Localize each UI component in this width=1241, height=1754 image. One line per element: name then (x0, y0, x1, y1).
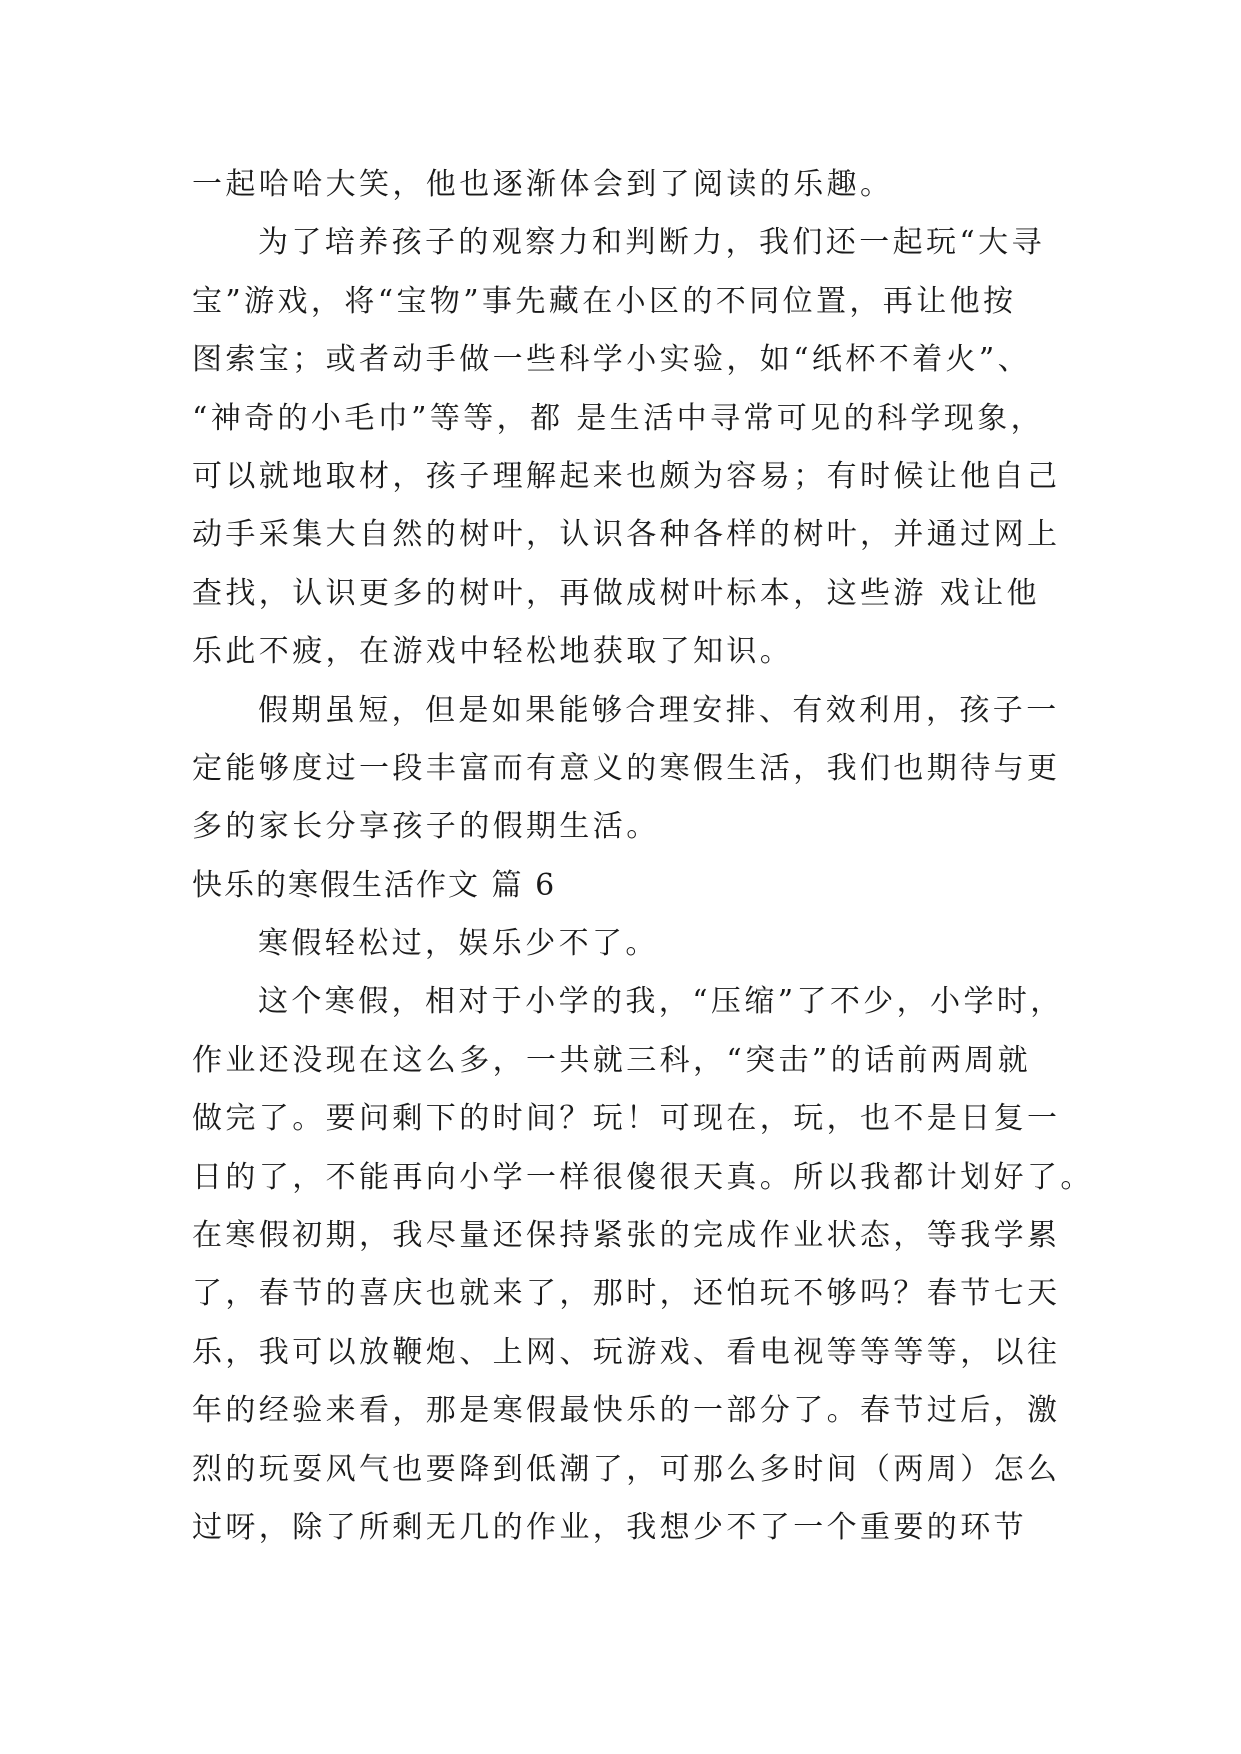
text-line: 宝”游戏，将“宝物”事先藏在小区的不同位置，再让他按 (192, 283, 1017, 319)
text-line: 一起哈哈大笑，他也逐渐体会到了阅读的乐趣。 (192, 167, 894, 202)
text-line: 做完了。要问剩下的时间？玩！可现在，玩，也不是日复一 (192, 1101, 1061, 1137)
text-line: 查找，认识更多的树叶，再做成树叶标本，这些游 戏让他 (192, 575, 1040, 611)
text-line: 为了培养孩子的观察力和判断力，我们还一起玩“大寻 (258, 225, 1045, 261)
text-line: 图索宝；或者动手做一些科学小实验，如“纸杯不着火”、 (192, 342, 1032, 378)
text-line: 定能够度过一段丰富而有意义的寒假生活，我们也期待与更 (192, 750, 1061, 786)
text-line: 在寒假初期，我尽量还保持紧张的完成作业状态，等我学累 (192, 1218, 1061, 1254)
text-line: 烈的玩耍风气也要降到低潮了，可那么多时间（两周）怎么 (192, 1451, 1061, 1487)
text-line: 过呀，除了所剩无几的作业，我想少不了一个重要的环节 (192, 1509, 1027, 1545)
text-line: 年的经验来看，那是寒假最快乐的一部分了。春节过后，激 (192, 1393, 1061, 1429)
text-line: 寒假轻松过，娱乐少不了。 (258, 926, 659, 962)
text-line: 日的了，不能再向小学一样很傻很天真。所以我都计划好了。 (192, 1159, 1094, 1195)
text-line: 动手采集大自然的树叶，认识各种各样的树叶，并通过网上 (192, 517, 1061, 553)
text-line: 乐此不疲，在游戏中轻松地获取了知识。 (192, 634, 794, 670)
text-line: “神奇的小毛巾”等等，都 是生活中寻常可见的科学现象， (192, 400, 1045, 436)
document-body (192, 156, 1094, 1557)
text-line: 这个寒假，相对于小学的我，“压缩”了不少，小学时， (258, 984, 1064, 1020)
text-line: 了，春节的喜庆也就来了，那时，还怕玩不够吗？春节七天 (192, 1276, 1061, 1312)
text-line: 假期虽短，但是如果能够合理安排、有效利用，孩子一 (258, 692, 1060, 728)
text-line: 多的家长分享孩子的假期生活。 (192, 809, 660, 845)
text-line: 可以就地取材，孩子理解起来也颇为容易；有时候让他自己 (192, 458, 1061, 494)
text-line: 作业还没现在这么多，一共就三科，“突击”的话前两周就 (192, 1042, 1032, 1078)
text-line: 乐，我可以放鞭炮、上网、玩游戏、看电视等等等等，以往 (192, 1334, 1061, 1370)
section-heading: 快乐的寒假生活作文 篇 6 (192, 867, 557, 903)
